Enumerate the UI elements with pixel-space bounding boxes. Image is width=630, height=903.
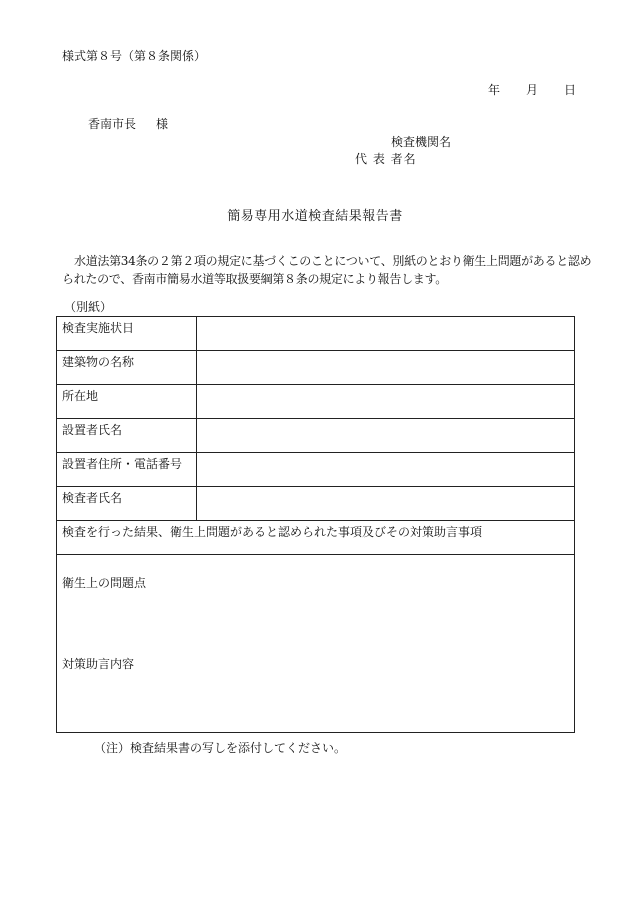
field-label-installer-name: 設置者氏名 xyxy=(57,419,197,453)
field-value-inspection-date[interactable] xyxy=(197,317,575,351)
document-title: 簡易専用水道検査結果報告書 xyxy=(227,209,403,224)
field-value-installer-name[interactable] xyxy=(197,419,575,453)
body-paragraph: 水道法第34条の２第２項の規定に基づくこのことについて、別紙のとおり衛生上問題があると認められたので、香南市簡易水道等取扱要綱第８条の規定により報告します。 xyxy=(62,254,592,286)
agency-name-label: 検査機関名 xyxy=(391,135,452,149)
result-body-cell[interactable] xyxy=(57,555,575,733)
addressee xyxy=(88,118,168,130)
field-value-building-name[interactable] xyxy=(197,351,575,385)
field-value-installer-address-phone[interactable] xyxy=(197,453,575,487)
table-row xyxy=(57,385,575,419)
field-label-installer-address-phone: 設置者住所・電話番号 xyxy=(57,453,197,487)
table-row xyxy=(57,317,575,351)
countermeasure-advice-label: 対策助言内容 xyxy=(62,657,135,671)
inspection-detail-table xyxy=(56,316,575,733)
field-label-inspection-date: 検査実施状日 xyxy=(57,317,197,351)
hygiene-problem-label: 衛生上の問題点 xyxy=(62,576,147,590)
table-row xyxy=(57,487,575,521)
date-line xyxy=(488,84,576,96)
representative-label: 代 表 者名 xyxy=(355,152,417,166)
addressee-honorific: 様 xyxy=(156,117,169,131)
table-row xyxy=(57,351,575,385)
field-label-building-name: 建築物の名称 xyxy=(57,351,197,385)
result-heading: 検査を行った結果、衛生上問題があると認められた事項及びその対策助言事項 xyxy=(57,521,575,555)
footnote: （注）検査結果書の写しを添付してください。 xyxy=(94,741,347,755)
field-label-inspector-name: 検査者氏名 xyxy=(57,487,197,521)
table-row xyxy=(57,453,575,487)
date-year-label: 年 xyxy=(488,83,501,97)
field-value-location[interactable] xyxy=(197,385,575,419)
table-row xyxy=(57,555,575,733)
table-row xyxy=(57,521,575,555)
table-row xyxy=(57,419,575,453)
date-month-label: 月 xyxy=(526,83,539,97)
field-label-location: 所在地 xyxy=(57,385,197,419)
field-value-inspector-name[interactable] xyxy=(197,487,575,521)
date-day-label: 日 xyxy=(564,83,577,97)
addressee-name: 香南市長 xyxy=(88,117,137,131)
attachment-label: （別紙） xyxy=(64,300,113,314)
form-number: 様式第８号（第８条関係） xyxy=(62,49,207,63)
